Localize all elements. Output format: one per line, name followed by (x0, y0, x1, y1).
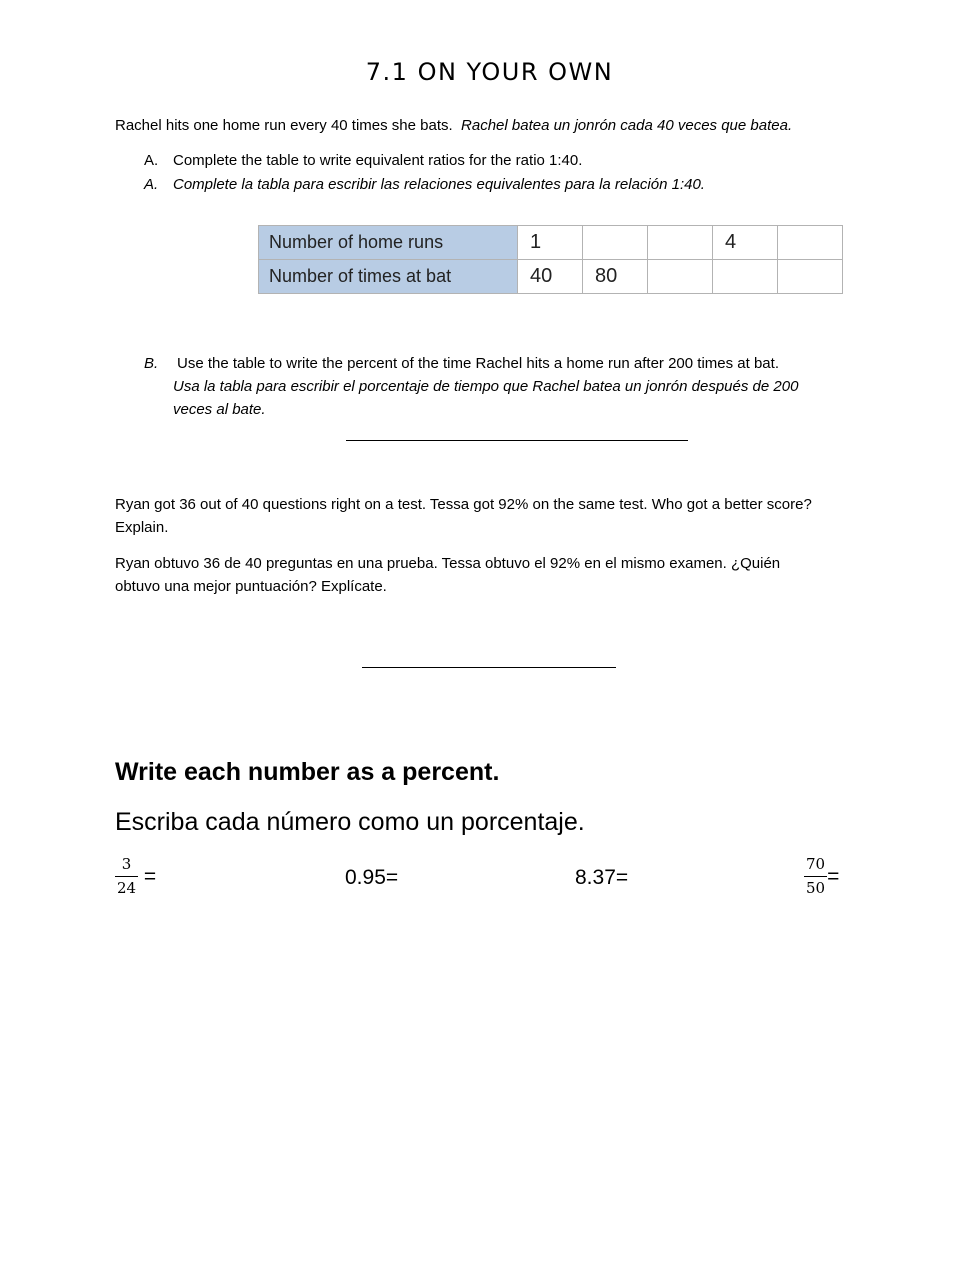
fraction-70-50 (804, 855, 827, 898)
ryan-english-line2: Explain. (115, 519, 169, 536)
fraction-denominator: 50 (806, 879, 826, 897)
part-b-answer-line[interactable] (346, 440, 688, 441)
home-runs-cell-2[interactable] (583, 226, 648, 260)
percent-subheading: Escriba cada número como un porcentaje. (115, 808, 585, 836)
ratio-table (258, 225, 843, 294)
table-row-home-runs (259, 226, 843, 260)
times-at-bat-cell-4[interactable] (713, 260, 778, 294)
home-runs-cell-3[interactable] (648, 226, 713, 260)
part-a-spanish (144, 175, 705, 195)
ryan-spanish-line1: Ryan obtuvo 36 de 40 preguntas en una prueba. Tessa obtuvo el 92% en el mismo examen. ¿Quién (115, 555, 781, 572)
ryan-answer-line[interactable] (362, 667, 616, 668)
fraction-bar (115, 876, 138, 877)
ryan-english-line1: Ryan got 36 out of 40 questions right on a test. Tessa got 92% on the same test. Who got a better score? (115, 496, 812, 513)
part-a-spanish-text: Complete la tabla para escribir las relaciones equivalentes para la relación 1:40. (173, 176, 705, 193)
intro-english: Rachel hits one home run every 40 times she bats. (115, 117, 453, 134)
ryan-spanish-line2: obtuvo una mejor puntuación? Explícate. (115, 578, 387, 595)
home-runs-cell-5[interactable] (778, 226, 843, 260)
part-a-english (144, 151, 582, 171)
part-a-marker-spanish: A. (144, 176, 159, 193)
part-a-marker: A. (144, 152, 159, 169)
problem-fraction-3-24[interactable] (115, 855, 156, 898)
percent-heading: Write each number as a percent. (115, 758, 500, 786)
problem-decimal-8-37[interactable]: 8.37= (575, 866, 629, 889)
fraction-bar (804, 876, 827, 877)
problem-fraction-70-50[interactable] (804, 855, 839, 898)
fraction-numerator: 70 (806, 855, 826, 873)
times-at-bat-cell-1[interactable]: 40 (518, 260, 583, 294)
table-row-times-at-bat (259, 260, 843, 294)
fraction-denominator: 24 (117, 879, 137, 897)
part-b-spanish-line2: veces al bate. (173, 401, 266, 418)
intro-text (115, 116, 792, 136)
home-runs-label: Number of home runs (259, 226, 518, 260)
times-at-bat-cell-2[interactable]: 80 (583, 260, 648, 294)
times-at-bat-cell-5[interactable] (778, 260, 843, 294)
problem-decimal-0-95[interactable]: 0.95= (345, 866, 399, 889)
times-at-bat-label: Number of times at bat (259, 260, 518, 294)
part-b-marker: B. (144, 355, 159, 372)
fraction-3-24 (115, 855, 138, 898)
home-runs-cell-4[interactable]: 4 (713, 226, 778, 260)
equals-sign: = (827, 864, 840, 888)
part-a-english-text: Complete the table to write equivalent ratios for the ratio 1:40. (173, 152, 583, 169)
fraction-numerator: 3 (121, 855, 132, 873)
intro-spanish: Rachel batea un jonrón cada 40 veces que batea. (461, 117, 793, 134)
part-b-english-text: Use the table to write the percent of the time Rachel hits a home run after 200 times at bat. (177, 355, 779, 372)
times-at-bat-cell-3[interactable] (648, 260, 713, 294)
page-title: 7.1 ON YOUR OWN (365, 58, 614, 86)
equals-sign: = (138, 864, 157, 888)
part-b-english (144, 354, 779, 374)
home-runs-cell-1[interactable]: 1 (518, 226, 583, 260)
part-b-spanish-line1: Usa la tabla para escribir el porcentaje de tiempo que Rachel batea un jonrón después de 200 (173, 378, 799, 395)
